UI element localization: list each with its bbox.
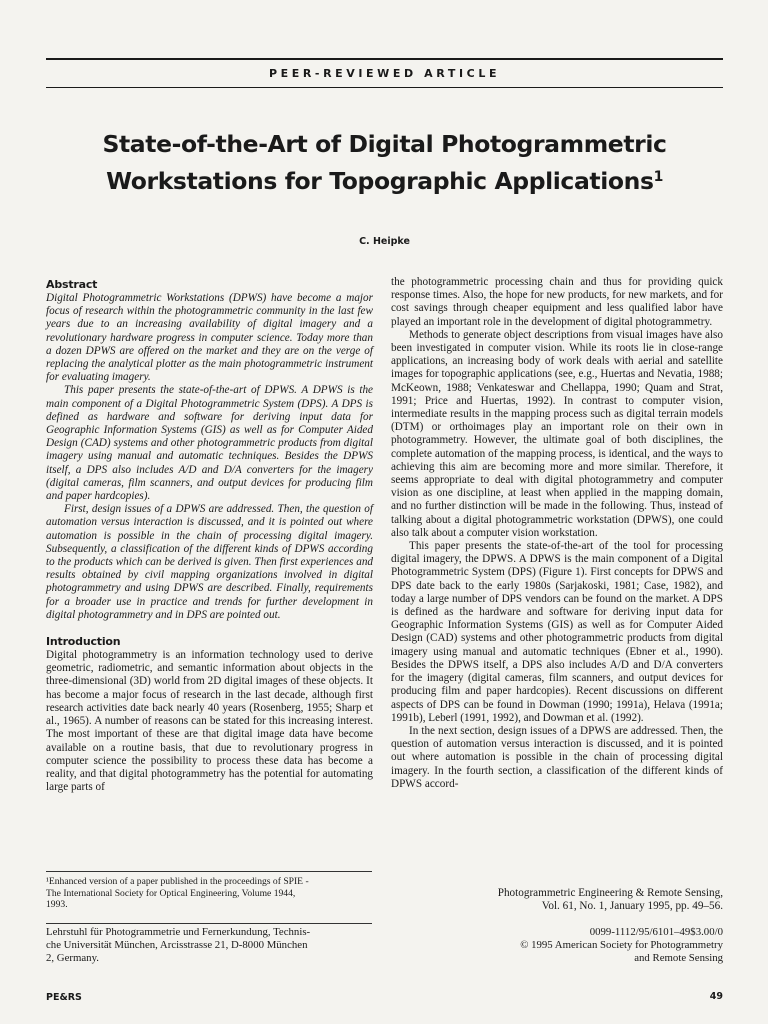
- title-line-2: Workstations for Topographic Applications: [106, 167, 654, 195]
- journal-line: Vol. 61, No. 1, January 1995, pp. 49–56.: [541, 900, 723, 913]
- top-rule: [46, 58, 723, 60]
- journal-citation: [430, 887, 723, 914]
- copyright-line: and Remote Sensing: [634, 951, 723, 964]
- footnote-line: ¹Enhanced version of a paper published in the proceedings of SPIE -: [46, 876, 309, 887]
- body-paragraph: Methods to generate object descriptions from visual images have also been investigated in computer vision. While its roots lie in close-range applications, an increasing body of work deals with aerial and satellite images for topographic applications (see, e.g., Huertas and Nevatia, 1988; McKeown, 1988; Venkateswar and Chellappa, 1990; Quam and Strat, 1991; Price and Huertas, 1992). In contrast to computer vision, intermediate results in the mapping process such as digital terrain models (DTM) or orthoimages play an important role on their own in photogrammetry. However, the ultimate goal of both disciplines, the complete automation of the mapping process, is identical, and the ways to achieving this aim are becoming more and more similar. Therefore, it seems appropriate to deal with digital photogrammetry and computer vision as one discipline, at least when applied in the mapping domain, and no further distinction will be made in the following. Thus, instead of talking about a digital photogrammetric workstation (DPWS), one could also talk about a computer vision workstation.: [391, 328, 723, 539]
- right-column: [391, 276, 723, 791]
- footnote-line: 1993.: [46, 899, 68, 911]
- abstract-section: [46, 278, 373, 622]
- affiliation-line: Lehrstuhl für Photogrammetrie und Fernerkundung, Technis-: [46, 926, 311, 938]
- page-number: 49: [709, 991, 723, 1002]
- abstract-paragraph: Digital Photogrammetric Workstations (DPWS) have become a major focus of research within the photogrammetric community in the last few years due to an increasing availability of digital imagery and a revolutionary hardware progress in computer science. Today more than a dozen DPWS are offered on the market and they are on the verge of replacing the analytical plotter as the main photogrammetric instrument for evaluating imagery.: [46, 292, 373, 384]
- author-name: C. Heipke: [359, 236, 410, 247]
- copyright-line: © 1995 American Society for Photogrammetry: [520, 938, 723, 951]
- affiliation-rule: [46, 923, 372, 924]
- title-line-1: State-of-the-Art of Digital Photogrammetric: [102, 130, 667, 158]
- article-title: [46, 126, 723, 200]
- copyright-block: [430, 926, 723, 964]
- introduction-heading: Introduction: [46, 635, 121, 649]
- affiliation-line: che Universität München, Arcisstrasse 21, D-8000 München: [46, 939, 308, 951]
- abstract-paragraph: First, design issues of a DPWS are addressed. Then, the question of automation versus interaction is discussed, and it is pointed out where automation is possible in the chain of processing digital imagery. Subsequently, a classification of the different kinds of DPWS according to the products which can be derived is given. Then first experiences and results obtained by civil mapping organizations involved in digital photogrammetry and using DPWS are described. Finally, requirements for a broader use in practice and trends for further development in digital photogrammetry and in DPS are pointed out.: [46, 503, 373, 621]
- footnote-rule: [46, 871, 372, 872]
- affiliation-line: 2, Germany.: [46, 952, 99, 964]
- section-label: PEER-REVIEWED ARTICLE: [268, 67, 501, 80]
- body-paragraph: This paper presents the state-of-the-art of the tool for processing digital imagery, the DPWS. A DPWS is the main component of a Digital Photogrammetric System (DPS) (Figure 1). First concepts for DPWS and DPS date back to the early 1980s (Sarjakoski, 1981; Case, 1982), and today a large number of DPS vendors can be found on the market. A DPS is defined as the hardware and software for deriving input data for Geographic Information Systems (GIS) as well as for Computer Aided Design (CAD) systems and other photogrammetric products from digital imagery using manual and automatic techniques (Ebner et al., 1990). Besides the DPWS itself, a DPS also includes A/D and D/A converters for the imagery (digital cameras, film scanners, and output devices for producing film and paper hardcopies). Recent discussions on different aspects of DPS can be found in Dowman (1990; 1991a), Helava (1991a; 1991b), Leberl (1991, 1992), and Dowman et al. (1992).: [391, 540, 723, 724]
- body-paragraph: In the next section, design issues of a DPWS are addressed. Then, the question of automation versus interaction is discussed, and it is pointed out where automation is possible in the chain of processing digital imagery. In the fourth section, a classification of the different kinds of DPWS accord-: [391, 724, 723, 790]
- body-paragraph: the photogrammetric processing chain and thus for providing quick response times. Also, the hope for new products, for new markets, and for cost savings through cheaper equipment and less qualified labor have played an important role in the development of digital photogrammetry.: [391, 276, 723, 328]
- journal-abbreviation: PE&RS: [46, 992, 82, 1003]
- left-column: [46, 278, 373, 794]
- copyright-line: 0099-1112/95/6101–49$3.00/0: [589, 926, 723, 938]
- abstract-paragraph: This paper presents the state-of-the-art of DPWS. A DPWS is the main component of a Digital Photogrammetric System (DPS). A DPS is defined as hardware and software for deriving input data for Geographic Information Systems (GIS) as well as for Computer Aided Design (CAD) systems and other photogrammetric products from digital imagery using manual and automatic techniques. Besides the DPWS itself, a DPS also includes A/D and D/A converters for the imagery (digital cameras, film scanners, and output devices for producing film and paper hardcopies).: [46, 384, 373, 503]
- title-footnote: [46, 876, 372, 911]
- footnote-line: The International Society for Optical Engineering, Volume 1944,: [46, 887, 296, 899]
- introduction-paragraph: Digital photogrammetry is an information technology used to derive geometric, radiometric, and semantic information about objects in the three-dimensional (3D) world from 2D digital images of these objects. It has become a major focus of research in the last decade, although first research activities date back nearly 40 years (Rosenberg, 1955; Sharp et al., 1965). A number of reasons can be stated for this increasing interest. The most important of these are that digital image data have become available on a routine basis, that due to revolutionary progress in computer science the possibility to process these data has become a reality, and that digital photogrammetry has the potential for automating large parts of: [46, 649, 373, 794]
- author-affiliation: [46, 926, 372, 965]
- abstract-heading: Abstract: [46, 278, 98, 291]
- title-footnote-mark: 1: [653, 169, 663, 185]
- header-rule: [46, 87, 723, 88]
- journal-line: Photogrammetric Engineering & Remote Sensing,: [497, 887, 723, 899]
